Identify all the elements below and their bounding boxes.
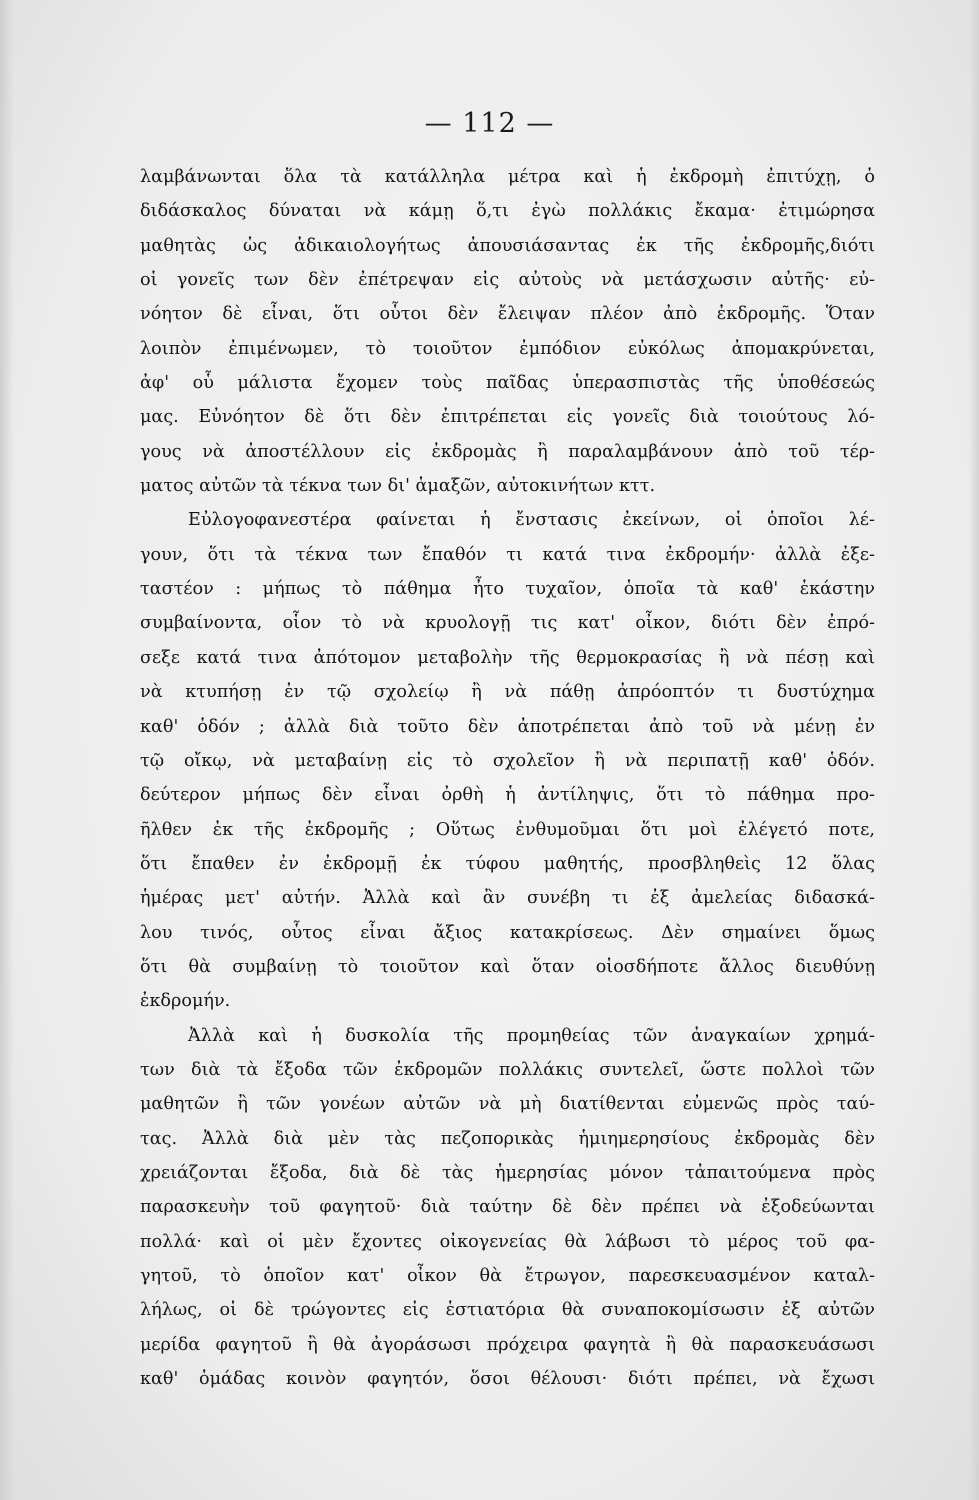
text-line: συμβαίνοντα, οἷον τὸ νὰ κρυολογῇ τις κατ' οἶκον, διότι δὲν ἐπρό- bbox=[140, 613, 875, 634]
text-line: καθ' ὁδόν ; ἀλλὰ διὰ τοῦτο δὲν ἀποτρέπεται ἀπὸ τοῦ νὰ μένῃ ἐν bbox=[140, 716, 875, 737]
text-line: Ἀλλὰ καὶ ἡ δυσκολία τῆς προμηθείας τῶν ἀναγκαίων χρημά- bbox=[188, 1025, 875, 1046]
text-line: ἡμέρας μετ' αὐτήν. Ἀλλὰ καὶ ἂν συνέβη τι ἐξ ἀμελείας διδασκά- bbox=[140, 888, 875, 909]
text-line: λήλως, οἱ δὲ τρώγοντες εἰς ἑστιατόρια θὰ συναποκομίσωσιν ἐξ αὐτῶν bbox=[140, 1300, 875, 1321]
text-line: των διὰ τὰ ἔξοδα τῶν ἐκδρομῶν πολλάκις συντελεῖ, ὥστε πολλοὶ τῶν bbox=[140, 1059, 875, 1080]
text-line: ταστέον : μήπως τὸ πάθημα ἦτο τυχαῖον, ὁποῖα τὰ καθ' ἑκάστην bbox=[140, 579, 875, 600]
page-shadow-right bbox=[969, 0, 979, 1500]
text-line: σεξε κατά τινα ἀπότομον μεταβολὴν τῆς θερμοκρασίας ἢ νὰ πέσῃ καὶ bbox=[140, 647, 875, 668]
text-line: μερίδα φαγητοῦ ἢ θὰ ἀγοράσωσι πρόχειρα φαγητὰ ἢ θὰ παρασκευάσωσι bbox=[140, 1334, 875, 1355]
text-line: λαμβάνωνται ὅλα τὰ κατάλληλα μέτρα καὶ ἡ ἐκδρομὴ ἐπιτύχῃ, ὁ bbox=[140, 167, 875, 187]
text-line: νόητον δὲ εἶναι, ὅτι οὗτοι δὲν ἔλειψαν πλέον ἀπὸ ἐκδρομῆς. Ὅταν bbox=[140, 304, 875, 325]
text-line: νὰ κτυπήσῃ ἐν τῷ σχολείῳ ἢ νὰ πάθῃ ἀπρόοπτόν τι δυστύχημα bbox=[140, 682, 875, 703]
text-line: διδάσκαλος δύναται νὰ κάμῃ ὅ,τι ἐγὼ πολλάκις ἔκαμα· ἐτιμώρησα bbox=[140, 201, 875, 222]
text-line: ὅτι ἔπαθεν ἐν ἐκδρομῇ ἐκ τύφου μαθητής, προσβληθεὶς 12 ὅλας bbox=[140, 853, 875, 874]
text-line: μαθητῶν ἢ τῶν γονέων αὐτῶν νὰ μὴ διατίθενται εὐμενῶς πρὸς ταύ- bbox=[140, 1094, 875, 1115]
text-line: γητοῦ, τὸ ὁποῖον κατ' οἶκον θὰ ἔτρωγον, παρεσκευασμένον καταλ- bbox=[140, 1266, 875, 1286]
text-line: ἀφ' οὗ μάλιστα ἔχομεν τοὺς παῖδας ὑπερασπιστὰς τῆς ὑποθέσεώς bbox=[140, 373, 875, 394]
text-line: γουν, ὅτι τὰ τέκνα των ἔπαθόν τι κατά τινα ἐκδρομήν· ἀλλὰ ἐξε- bbox=[140, 544, 875, 565]
page-shadow-left bbox=[0, 0, 14, 1500]
text-line: ἐκδρομήν. bbox=[140, 991, 231, 1012]
text-line: μαθητὰς ὡς ἀδικαιολογήτως ἀπουσιάσαντας ἐκ τῆς ἐκδρομῆς,διότι bbox=[140, 235, 875, 256]
text-line: ματος αὐτῶν τὰ τέκνα των δι' ἁμαξῶν, αὐτοκινήτων κττ. bbox=[140, 476, 656, 497]
text-line: λου τινός, οὗτος εἶναι ἄξιος κατακρίσεως. Δὲν σημαίνει ὅμως bbox=[140, 922, 875, 943]
text-line: ῆλθεν ἐκ τῆς ἐκδρομῆς ; Οὕτως ἐνθυμοῦμαι ὅτι μοὶ ἐλέγετό ποτε, bbox=[140, 819, 875, 840]
text-line: πολλά· καὶ οἱ μὲν ἔχοντες οἰκογενείας θὰ λάβωσι τὸ μέρος τοῦ φα- bbox=[140, 1231, 875, 1252]
text-line: χρειάζονται ἔξοδα, διὰ δὲ τὰς ἡμερησίας μόνον τἀπαιτούμενα πρὸς bbox=[140, 1162, 875, 1183]
text-line: ὅτι θὰ συμβαίνῃ τὸ τοιοῦτον καὶ ὅταν οἱοσδήποτε ἄλλος διευθύνῃ bbox=[140, 956, 875, 977]
text-line: καθ' ὁμάδας κοινὸν φαγητόν, ὅσοι θέλουσι· διότι πρέπει, νὰ ἔχωσι bbox=[140, 1369, 875, 1390]
text-line: τῷ οἴκῳ, νὰ μεταβαίνῃ εἰς τὸ σχολεῖον ἢ νὰ περιπατῇ καθ' ὁδόν. bbox=[140, 750, 875, 771]
text-line: λοιπὸν ἐπιμένωμεν, τὸ τοιοῦτον ἐμπόδιον εὐκόλως ἀπομακρύνεται, bbox=[140, 338, 875, 359]
text-line: γους νὰ ἀποστέλλουν εἰς ἐκδρομὰς ἢ παραλαμβάνουν ἀπὸ τοῦ τέρ- bbox=[140, 441, 875, 462]
text-line: δεύτερον μήπως δὲν εἶναι ὀρθὴ ἡ ἀντίληψις, ὅτι τὸ πάθημα προ- bbox=[140, 785, 875, 806]
text-line: τας. Ἀλλὰ διὰ μὲν τὰς πεζοπορικὰς ἡμιημερησίους ἐκδρομὰς δὲν bbox=[140, 1128, 875, 1149]
text-line: Εὐλογοφανεστέρα φαίνεται ἡ ἔνστασις ἐκείνων, οἱ ὁποῖοι λέ- bbox=[188, 510, 875, 531]
text-line: μας. Εὐνόητον δὲ ὅτι δὲν ἐπιτρέπεται εἰς γονεῖς διὰ τοιούτους λό- bbox=[140, 407, 875, 428]
text-line: παρασκευὴν τοῦ φαγητοῦ· διὰ ταύτην δὲ δὲν πρέπει νὰ ἐξοδεύωνται bbox=[140, 1197, 875, 1218]
page-number: — 112 — bbox=[424, 108, 555, 139]
body-text bbox=[140, 160, 875, 1396]
text-line: οἱ γονεῖς των δὲν ἐπέτρεψαν εἰς αὐτοὺς νὰ μετάσχωσιν αὐτῆς· εὐ- bbox=[140, 270, 875, 291]
